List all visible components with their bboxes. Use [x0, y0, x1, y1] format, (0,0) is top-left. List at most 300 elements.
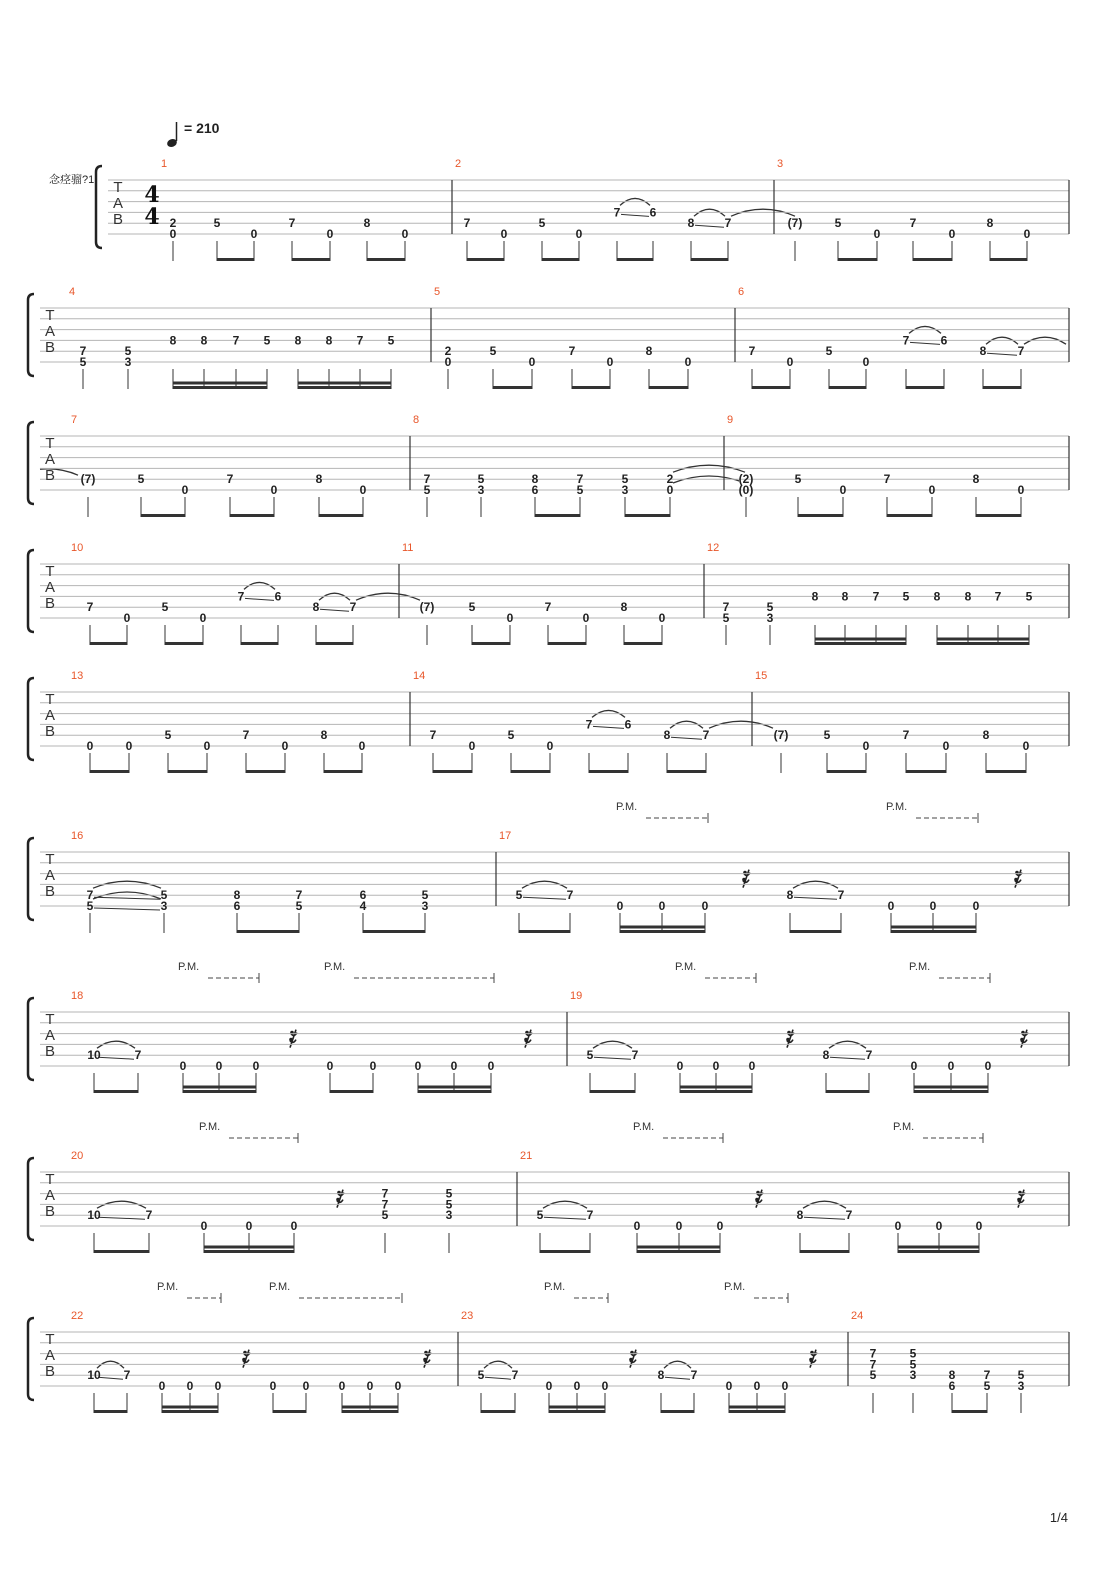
system-bracket [28, 1318, 34, 1400]
tab-clef-letter: T [45, 1171, 55, 1188]
slide-line [544, 1217, 586, 1219]
measure-number: 3 [777, 158, 784, 170]
fret-number: 0 [658, 899, 666, 913]
measure-number: 13 [71, 670, 84, 682]
measure-number: 20 [71, 1150, 84, 1162]
fret-number: 5 [825, 344, 833, 359]
fret-number: 0 [676, 1059, 684, 1073]
note-beam [246, 770, 285, 773]
fret-number: 0 [186, 1379, 194, 1393]
fret-number: 8 [841, 589, 849, 604]
fret-number: 0 [942, 739, 950, 753]
note-beam [913, 258, 952, 261]
note-beam [826, 1090, 869, 1093]
note-beam [661, 1410, 694, 1413]
tab-clef-letter: A [44, 867, 56, 884]
note-beam [467, 258, 504, 261]
measure-number: 12 [707, 542, 720, 554]
fret-number: 4 [359, 899, 367, 913]
fret-number: 10 [87, 1368, 101, 1383]
fret-number: 5 [834, 216, 842, 231]
note-beam [798, 514, 843, 517]
fret-number: 0 [573, 1379, 581, 1393]
rest-dot [1014, 878, 1018, 882]
fret-number: 5 [1025, 589, 1033, 604]
fret-number: 0 [125, 739, 133, 753]
fret-number: 6 [233, 899, 241, 913]
fret-number: 0 [1023, 227, 1031, 241]
note-beam [298, 382, 391, 385]
tab-clef-letter: T [45, 1011, 55, 1028]
note-beam [887, 514, 932, 517]
fret-number: 8 [811, 589, 819, 604]
fret-number: 0 [369, 1059, 377, 1073]
palm-mute-label: P.M. [269, 1281, 291, 1293]
slide-line [671, 737, 702, 739]
fret-number: 7 [123, 1368, 131, 1383]
note-beam [540, 1250, 590, 1253]
fret-number: 8 [687, 216, 695, 231]
fret-number: 7 [837, 888, 845, 903]
track-name: 念痉骝?1 [49, 174, 95, 186]
measure-number: 6 [738, 286, 745, 298]
fret-number: 5 [489, 344, 497, 359]
system-bracket [28, 1158, 34, 1240]
fret-number: 0 [712, 1059, 720, 1073]
fret-number: 7 [1017, 344, 1025, 359]
tab-clef-letter: T [45, 435, 55, 452]
tab-clef-letter: A [44, 1347, 56, 1364]
fret-number: 0 [181, 483, 189, 497]
fret-number: 5 [823, 728, 831, 743]
fret-number: 0 [245, 1219, 253, 1233]
note-beam [625, 514, 670, 517]
tab-clef-letter: B [44, 339, 56, 356]
system-bracket [96, 166, 102, 248]
note-beam [330, 1090, 373, 1093]
fret-number: 0 [86, 739, 94, 753]
fret-number: 0 [910, 1059, 918, 1073]
slide-line [987, 353, 1017, 355]
fret-number: 5 [295, 899, 303, 913]
fret-number: 8 [948, 1368, 956, 1383]
measure-number: 4 [69, 286, 76, 298]
note-beam [752, 386, 790, 389]
fret-number: 0 [450, 1059, 458, 1073]
staff-system-6 [28, 818, 1022, 933]
rest-dot [742, 878, 746, 882]
tab-clef-letter: A [44, 451, 56, 468]
fret-number: 0 [199, 611, 207, 625]
note-beam [481, 1410, 515, 1413]
fret-number: 5 [576, 483, 584, 497]
fret-number: 0 [444, 355, 452, 369]
fret-number: 7 [748, 344, 756, 359]
fret-number: 10 [87, 1208, 101, 1223]
fret-number: 5 [477, 1368, 485, 1383]
note-beam [691, 258, 728, 261]
note-beam [90, 770, 129, 773]
fret-number: 0 [948, 227, 956, 241]
measure-number: 21 [520, 1150, 533, 1162]
fret-number: 3 [160, 899, 168, 913]
fret-number: 5 [477, 472, 485, 487]
note-beam [141, 514, 185, 517]
note-beam [273, 1410, 306, 1413]
fret-number: 3 [421, 899, 429, 913]
fret-number: 8 [796, 1208, 804, 1223]
rest-dot [1017, 1198, 1021, 1202]
tempo-value: = 210 [184, 120, 220, 136]
fret-number: 7 [902, 728, 910, 743]
fret-number: 0 [1017, 483, 1025, 497]
fret-number: 0 [675, 1219, 683, 1233]
fret-number: 8 [531, 472, 539, 487]
fret-number: 0 [984, 1059, 992, 1073]
fret-number: 0 [725, 1379, 733, 1393]
note-beam [906, 770, 946, 773]
fret-number: 7 [463, 216, 471, 231]
rest-dot [242, 1358, 246, 1362]
fret-number: 5 [161, 600, 169, 615]
note-beam [800, 1250, 849, 1253]
measure-number: 10 [71, 542, 84, 554]
fret-number: 0 [894, 1219, 902, 1233]
fret-number: 8 [657, 1368, 665, 1383]
tab-clef-letter: T [45, 1331, 55, 1348]
note-beam [986, 770, 1026, 773]
fret-number: 7 [865, 1048, 873, 1063]
fret-number: 0 [326, 227, 334, 241]
note-beam [316, 642, 353, 645]
fret-number: 8 [972, 472, 980, 487]
fret-number: 8 [620, 600, 628, 615]
rest-dot [524, 1038, 528, 1042]
note-beam [829, 386, 866, 389]
slide-line [98, 1377, 123, 1379]
fret-number: 6 [624, 717, 632, 732]
system-bracket [28, 422, 34, 504]
fret-number: 0 [500, 227, 508, 241]
fret-number: 5 [507, 728, 515, 743]
system-bracket [28, 998, 34, 1080]
slide-line [794, 897, 837, 899]
fret-number: (7) [80, 472, 96, 487]
fret-number: 5 [263, 333, 271, 348]
fret-number: 7 [568, 344, 576, 359]
fret-number: 7 [872, 589, 880, 604]
palm-mute-label: P.M. [633, 1121, 655, 1133]
fret-number: 6 [940, 333, 948, 348]
note-beam [906, 386, 944, 389]
note-beam [535, 514, 580, 517]
fret-number: 0 [873, 227, 881, 241]
slide-line [910, 342, 940, 344]
rest-dot [423, 1358, 427, 1362]
measure-number: 18 [71, 990, 84, 1002]
fret-number: 0 [601, 1379, 609, 1393]
fret-number: 0 [575, 227, 583, 241]
fret-number: 5 [766, 600, 774, 615]
measure-number: 9 [727, 414, 734, 426]
note-beam [617, 258, 653, 261]
note-beam [90, 642, 127, 645]
fret-number: 0 [862, 355, 870, 369]
fret-number: 0 [546, 739, 554, 753]
note-beam [519, 930, 570, 933]
tab-clef-letter: B [44, 723, 56, 740]
slide-line [98, 1057, 134, 1059]
rest-dot [809, 1358, 813, 1362]
tab-clef-letter: B [44, 1203, 56, 1220]
slide-line [621, 214, 649, 216]
rest-dot [629, 1358, 633, 1362]
tab-clef-letter: B [44, 883, 56, 900]
fret-number: 0 [528, 355, 536, 369]
fret-number: 7 [232, 333, 240, 348]
note-beam [649, 386, 688, 389]
tab-clef-letter: T [45, 851, 55, 868]
fret-number: 0 [290, 1219, 298, 1233]
note-beam [230, 514, 274, 517]
fret-number: 5 [124, 344, 132, 359]
palm-mute-label: P.M. [544, 1281, 566, 1293]
time-signature-top: 4 [144, 182, 160, 208]
note-beam [827, 770, 866, 773]
fret-number: 0 [179, 1059, 187, 1073]
staff-system-9 [28, 1298, 1028, 1413]
note-beam [976, 514, 1021, 517]
note-beam [590, 1090, 635, 1093]
fret-number: 8 [294, 333, 302, 348]
measure-number: 17 [499, 830, 512, 842]
fret-number: 7 [702, 728, 710, 743]
fret-number: 0 [781, 1379, 789, 1393]
fret-number: 0 [414, 1059, 422, 1073]
fret-number: 0 [169, 227, 177, 241]
fret-number: (7) [419, 600, 435, 615]
fret-number: 0 [666, 483, 674, 497]
fret-number: 5 [621, 472, 629, 487]
note-beam [952, 1410, 987, 1413]
measure-number: 22 [71, 1310, 84, 1322]
fret-number: 8 [982, 728, 990, 743]
palm-mute-label: P.M. [675, 961, 697, 973]
fret-number: 5 [160, 888, 168, 903]
fret-number: 7 [909, 216, 917, 231]
fret-number: 0 [1022, 739, 1030, 753]
fret-number: 8 [363, 216, 371, 231]
measure-number: 1 [161, 158, 168, 170]
slide-line [523, 897, 566, 899]
fret-number: 0 [582, 611, 590, 625]
note-beam [542, 258, 579, 261]
palm-mute-label: P.M. [893, 1121, 915, 1133]
rest-dot [289, 1038, 293, 1042]
fret-number: 5 [423, 483, 431, 497]
fret-number: 6 [274, 589, 282, 604]
fret-number: 8 [233, 888, 241, 903]
note-beam [173, 382, 267, 385]
fret-number: 7 [724, 216, 732, 231]
fret-number: 5 [468, 600, 476, 615]
fret-number: 8 [964, 589, 972, 604]
note-beam [815, 638, 906, 641]
slide-line [830, 1057, 865, 1059]
slide-line [593, 726, 624, 728]
slide-line [245, 598, 274, 600]
fret-number: 5 [909, 1346, 917, 1361]
note-beam [472, 642, 510, 645]
fret-number: 8 [315, 472, 323, 487]
fret-number: 3 [1017, 1379, 1025, 1393]
fret-number: 0 [928, 483, 936, 497]
fret-number: (7) [773, 728, 789, 743]
fret-number: 7 [544, 600, 552, 615]
note-beam [217, 258, 254, 261]
fret-number: (7) [787, 216, 803, 231]
fret-number: 7 [356, 333, 364, 348]
slide-line [94, 897, 160, 899]
fret-number: 7 [586, 1208, 594, 1223]
slide-line [320, 609, 349, 611]
measure-number: 14 [413, 670, 426, 682]
fret-number: 7 [429, 728, 437, 743]
fret-number: 0 [935, 1219, 943, 1233]
fret-number: 7 [423, 472, 431, 487]
fret-number: 0 [250, 227, 258, 241]
note-beam [324, 770, 362, 773]
fret-number: 0 [401, 227, 409, 241]
note-beam [363, 930, 425, 933]
fret-number: 0 [716, 1219, 724, 1233]
fret-number: 8 [979, 344, 987, 359]
fret-number: 6 [948, 1379, 956, 1393]
fret-number: 3 [621, 483, 629, 497]
palm-mute-label: P.M. [909, 961, 931, 973]
fret-number: 7 [86, 888, 94, 903]
fret-number: 7 [869, 1346, 877, 1361]
fret-number: 5 [794, 472, 802, 487]
fret-number: 3 [124, 355, 132, 369]
fret-number: 8 [200, 333, 208, 348]
fret-number: 0 [753, 1379, 761, 1393]
tab-clef-letter: A [112, 195, 124, 212]
note-beam [624, 642, 662, 645]
fret-number: 7 [983, 1368, 991, 1383]
note-beam [168, 770, 207, 773]
fret-number: 0 [786, 355, 794, 369]
fret-number: 5 [983, 1379, 991, 1393]
note-beam [319, 514, 363, 517]
palm-mute-label: P.M. [724, 1281, 746, 1293]
fret-number: 0 [359, 483, 367, 497]
fret-number: 7 [566, 888, 574, 903]
palm-mute-label: P.M. [616, 801, 638, 813]
fret-number: 0 [487, 1059, 495, 1073]
fret-number: 5 [445, 1186, 453, 1201]
fret-number: 5 [722, 611, 730, 625]
slide-line [98, 1217, 145, 1219]
fret-number: 7 [994, 589, 1002, 604]
note-beam [173, 386, 267, 389]
fret-number: 2 [666, 472, 674, 487]
fret-number: 3 [445, 1208, 453, 1223]
note-beam [983, 386, 1021, 389]
fret-number: 5 [86, 899, 94, 913]
note-beam [572, 386, 610, 389]
fret-number: 5 [538, 216, 546, 231]
fret-number: 0 [616, 899, 624, 913]
slide-line [665, 1377, 690, 1379]
fret-number: 0 [929, 899, 937, 913]
fret-number: 5 [536, 1208, 544, 1223]
fret-number: 7 [237, 589, 245, 604]
time-signature-bottom: 4 [144, 204, 160, 230]
fret-number: 7 [883, 472, 891, 487]
fret-number: 8 [933, 589, 941, 604]
system-bracket [28, 838, 34, 920]
fret-number: 7 [86, 600, 94, 615]
palm-mute-label: P.M. [199, 1121, 221, 1133]
fret-number: 6 [531, 483, 539, 497]
system-bracket [28, 294, 34, 376]
fret-number: 5 [164, 728, 172, 743]
fret-number: 6 [359, 888, 367, 903]
note-beam [589, 770, 628, 773]
measure-number: 11 [402, 542, 414, 554]
fret-number: 0 [862, 739, 870, 753]
measure-number: 2 [455, 158, 462, 170]
fret-number: 8 [169, 333, 177, 348]
fret-number: 8 [645, 344, 653, 359]
fret-number: 0 [358, 739, 366, 753]
fret-number: 0 [215, 1059, 223, 1073]
fret-number: 7 [226, 472, 234, 487]
note-beam [292, 258, 330, 261]
tab-clef-letter: T [45, 563, 55, 580]
fret-number: 10 [87, 1048, 101, 1063]
note-beam [367, 258, 405, 261]
fret-number: 5 [79, 355, 87, 369]
fret-number: 5 [902, 589, 910, 604]
tab-clef-letter: T [45, 307, 55, 324]
fret-number: 0 [326, 1059, 334, 1073]
fret-number: 7 [631, 1048, 639, 1063]
rest-dot [1020, 1038, 1024, 1042]
fret-number: 0 [281, 739, 289, 753]
fret-number: 5 [586, 1048, 594, 1063]
tab-clef-letter: A [44, 1187, 56, 1204]
fret-number: 0 [972, 899, 980, 913]
note-beam [165, 642, 203, 645]
tab-clef-letter: B [112, 211, 124, 228]
fret-number: 0 [684, 355, 692, 369]
fret-number: 0 [658, 611, 666, 625]
rest-dot [786, 1038, 790, 1042]
fret-number: 0 [269, 1379, 277, 1393]
palm-mute-label: P.M. [178, 961, 200, 973]
fret-number: 0 [748, 1059, 756, 1073]
measure-number: 24 [851, 1310, 864, 1322]
fret-number: 6 [649, 205, 657, 220]
fret-number: 8 [320, 728, 328, 743]
note-beam [511, 770, 550, 773]
tab-clef-letter: B [44, 595, 56, 612]
fret-number: 7 [381, 1197, 389, 1212]
fret-number: 7 [145, 1208, 153, 1223]
fret-number: 2 [444, 344, 452, 359]
